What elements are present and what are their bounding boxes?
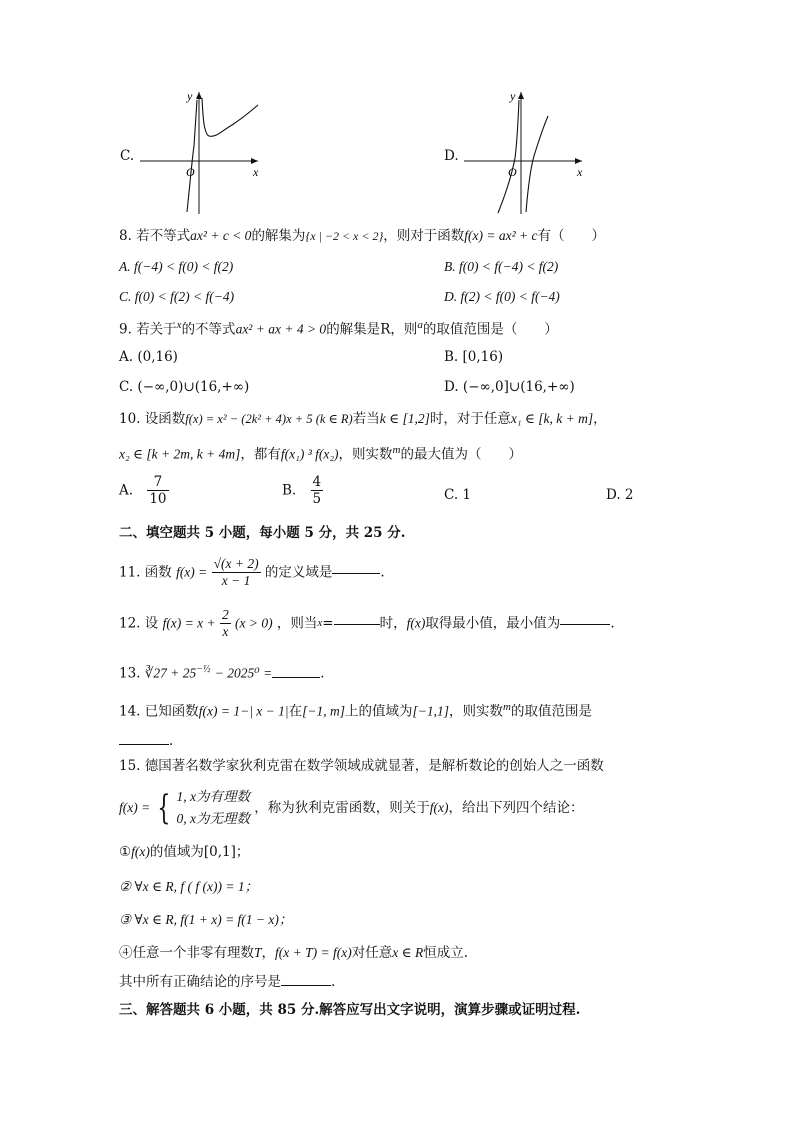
- q9-option-b[interactable]: B. [0,16): [444, 349, 504, 365]
- q10-option-a[interactable]: A. $\frac{7}{10}$: [119, 474, 167, 508]
- graph-d-right-branch: [526, 116, 548, 212]
- q14: 14. 已知函数f(x) = 1−| x − 1|在[−1, m]上的值域为[−1,1]，则实数$^m$的取值范围是: [119, 701, 592, 720]
- graph-c-x-label: x: [253, 165, 259, 179]
- q12-x-blank[interactable]: [334, 623, 380, 625]
- q8-option-c[interactable]: C. f(0) < f(2) < f(−4): [119, 289, 235, 304]
- q10-stem-line2: x₂ ∈ [k + 2m, k + 4m]，都有f(x₁) ³ f(x₂)，则实数$^m$的最大值为（ ）: [119, 444, 522, 463]
- graph-c-y-label: y: [187, 89, 193, 103]
- graph-c-left-branch: [187, 100, 197, 212]
- graph-d-x-label: x: [577, 165, 583, 179]
- option-c-label: C.: [120, 148, 135, 164]
- q8-option-d[interactable]: D. f(2) < f(0) < f(−4): [444, 289, 560, 304]
- q8-option-b[interactable]: B. f(0) < f(−4) < f(2): [444, 259, 559, 274]
- graph-d-y-label: y: [510, 89, 516, 103]
- graph-c-origin: O: [186, 165, 195, 179]
- q11-answer-blank[interactable]: [332, 572, 380, 574]
- section-2-heading: 二、填空题共 5 小题，每小题 5 分，共 25 分.: [119, 525, 406, 541]
- q15-answer-blank[interactable]: [281, 984, 331, 986]
- q12-min-blank[interactable]: [560, 623, 610, 625]
- graph-d-left-branch: [498, 100, 519, 213]
- q9-stem: 9. 若关于$^x$的不等式ax² + ax + 4 > 0的解集是R，则$^a$的取值范围是（ ）: [119, 319, 558, 338]
- q8-stem: 8. 若不等式ax² + c < 0的解集为{x | −2 < x < 2}，则对于函数f(x) = ax² + c有（ ）: [119, 228, 606, 244]
- q10-option-c[interactable]: C. 1: [444, 487, 472, 503]
- q15-definition: f(x) = { 1, x为有理数 0, x为无理数 ，称为狄利克雷函数，则关于f(x)，给出下列四个结论：: [119, 788, 584, 828]
- q11: 11. 函数 f(x) = $\frac{√(x + 2)}{x - 1}$ 的定义域是 .: [119, 556, 385, 589]
- q13: 13. ∛27 + $25^{-\frac{1}{2}} - 2025^0$ = .: [119, 664, 325, 682]
- option-d-label: D.: [444, 148, 459, 164]
- q12: 12. 设 f(x) = x + $\frac{2}{x}$ (x > 0) ，则当x= 时，f(x)取得最小值，最小值为 .: [119, 607, 615, 640]
- q13-answer-blank[interactable]: [272, 676, 320, 678]
- q9-option-d[interactable]: D. (−∞,0]∪(16,+∞): [444, 379, 575, 395]
- q15-stem: 15. 德国著名数学家狄利克雷在数学领域成就显著，是解析数论的创始人之一函数: [119, 758, 604, 774]
- graph-c-x-arrow: [251, 158, 258, 164]
- graph-d-y-arrow: [518, 92, 524, 99]
- graph-c-y-arrow: [196, 92, 202, 99]
- q9-option-a[interactable]: A. (0,16): [119, 349, 178, 365]
- graph-c-right-branch: [202, 98, 258, 136]
- q15-conclusion: 其中所有正确结论的序号是 .: [119, 974, 336, 990]
- graph-c: [138, 88, 268, 218]
- q9-option-c[interactable]: C. (−∞,0)∪(16,+∞): [119, 379, 250, 395]
- q15-statement-2: ② ∀x ∈ R, f ( f (x)) = 1；: [119, 879, 259, 894]
- graph-d-x-arrow: [575, 158, 582, 164]
- q15-statement-1: ①f(x)的值域为[0,1]；: [119, 844, 250, 860]
- q8-option-a[interactable]: A. f(−4) < f(0) < f(2): [119, 259, 234, 274]
- q15-statement-3: ③ ∀x ∈ R, f(1 + x) = f(1 − x)；: [119, 912, 293, 927]
- graph-d: [462, 88, 592, 218]
- q10-stem-line1: 10. 设函数f(x) = x² − (2k² + 4)x + 5 (k ∈ R)若当k ∈ [1,2]时，对于任意x₁ ∈ [k, k + m]，: [119, 411, 607, 427]
- q14-answer-blank[interactable]: [119, 743, 169, 745]
- q14-answer-line: .: [119, 733, 173, 749]
- section-3-heading: 三、解答题共 6 小题，共 85 分.解答应写出文字说明，演算步骤或证明过程.: [119, 1002, 581, 1018]
- graph-d-origin: O: [508, 165, 517, 179]
- q15-statement-4: ④任意一个非零有理数T，f(x + T) = f(x)对任意x ∈ R恒成立.: [119, 945, 468, 961]
- q10-option-d[interactable]: D. 2: [606, 487, 634, 503]
- q10-option-b[interactable]: B. $\frac{4}{5}$: [282, 474, 322, 508]
